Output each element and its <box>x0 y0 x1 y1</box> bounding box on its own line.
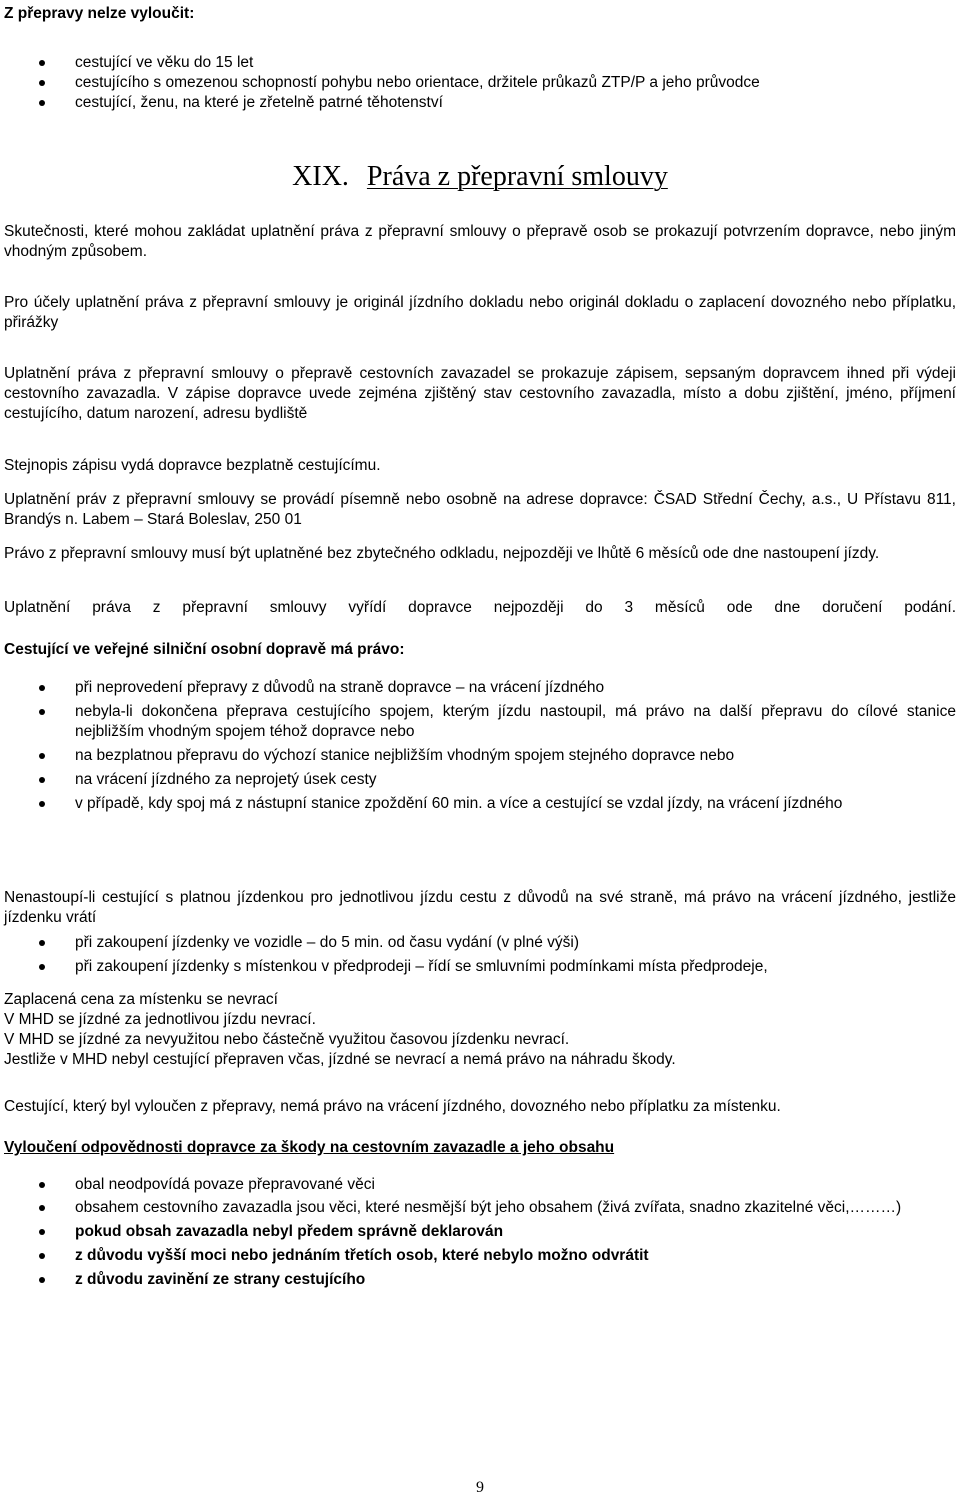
bullet-icon <box>39 60 45 66</box>
paragraph: Právo z přepravní smlouvy musí být uplatněné bez zbytečného odkladu, nejpozději ve lhůtě 6 měsíců ode dne nastoupení jízdy. <box>4 545 880 562</box>
paragraph: Cestující, který byl vyloučen z přepravy, nemá právo na vrácení jízdného, dovozného nebo příplatku za místenku. <box>4 1098 781 1115</box>
list-item: cestujícího s omezenou schopností pohybu nebo orientace, držitele průkazů ZTP/P a jeho průvodce <box>0 73 956 93</box>
bullet-icon <box>39 964 45 970</box>
bullet-icon <box>39 801 45 807</box>
note-line: V MHD se jízdné za jednotlivou jízdu nevrací. <box>4 1011 316 1028</box>
bullet-icon <box>39 940 45 946</box>
exceptions-list <box>0 53 956 113</box>
liability-list <box>0 1175 956 1290</box>
list-item: z důvodu vyšší moci nebo jednáním třetích osob, které nebylo možno odvrátit <box>0 1246 956 1266</box>
bullet-icon <box>39 1205 45 1211</box>
bullet-icon <box>39 753 45 759</box>
paragraph: Skutečnosti, které mohou zakládat uplatnění práva z přepravní smlouvy o přepravě osob se prokazují potvrzením dopravce, nebo jiným vhodným způsobem. <box>4 223 956 260</box>
bullet-icon <box>39 100 45 106</box>
list-item: při zakoupení jízdenky ve vozidle – do 5 min. od času vydání (v plné výši) <box>0 933 956 953</box>
list-item: z důvodu zavinění ze strany cestujícího <box>0 1270 956 1290</box>
chapter-title <box>0 160 960 194</box>
list-item: nebyla-li dokončena přeprava cestujícího spojem, kterým jízdu nastoupil, má právo na další přepravu do cílové stanice nejbližším vhodným spojem téhož dopravce nebo <box>0 702 956 742</box>
rights-list <box>0 678 956 814</box>
list-item: v případě, kdy spoj má z nástupní stanice zpoždění 60 min. a více a cestující se vzdal jízdy, na vrácení jízdného <box>0 794 956 814</box>
list-item: pokud obsah zavazadla nebyl předem správně deklarován <box>0 1222 956 1242</box>
bullet-icon <box>39 1229 45 1235</box>
paragraph: Pro účely uplatnění práva z přepravní smlouvy je originál jízdního dokladu nebo originál dokladu o zaplacení dovozného nebo příplatku, přirážky <box>4 294 956 331</box>
paragraph: Uplatnění práva z přepravní smlouvy o přepravě cestovních zavazadel se prokazuje zápisem, sepsaným dopravcem ihned při výdeji cestovního zavazadla. V zápise dopravce uvede zejména zjištěný stav cestovního zavazadla, místo a dobu zjištění, jméno, příjmení cestujícího, datum narození, adresu bydliště <box>4 365 956 422</box>
list-item: cestující, ženu, na které je zřetelně patrné těhotenství <box>0 93 956 113</box>
list-item: na vrácení jízdného za neprojetý úsek cesty <box>0 770 956 790</box>
list-item: obsahem cestovního zavazadla jsou věci, které nesmější být jeho obsahem (živá zvířata, snadno zkazitelné věci,………) <box>0 1198 956 1218</box>
refund-list <box>0 933 956 977</box>
list-item: obal neodpovídá povaze přepravované věci <box>0 1175 956 1195</box>
rights-heading: Cestující ve veřejné silniční osobní dopravě má právo: <box>4 641 405 658</box>
chapter-title-text: Práva z přepravní smlouvy <box>366 161 668 192</box>
page-number: 9 <box>476 1479 484 1496</box>
note-line: Zaplacená cena za místenku se nevrací <box>4 991 278 1008</box>
bullet-icon <box>39 80 45 86</box>
bullet-icon <box>39 1182 45 1188</box>
list-item: cestující ve věku do 15 let <box>0 53 956 73</box>
bullet-icon <box>39 1253 45 1259</box>
note-line: V MHD se jízdné za nevyužitou nebo částečně využitou časovou jízdenku nevrací. <box>4 1031 570 1048</box>
paragraph: Nenastoupí-li cestující s platnou jízdenkou pro jednotlivou jízdu cestu z důvodů na své straně, má právo na vrácení jízdného, jestliže jízdenku vrátí <box>4 889 956 926</box>
list-item: při neprovedení přepravy z důvodů na straně dopravce – na vrácení jízdného <box>0 678 956 698</box>
bullet-icon <box>39 1277 45 1283</box>
bullet-icon <box>39 685 45 691</box>
paragraph: Uplatnění práv z přepravní smlouvy se provádí písemně nebo osobně na adrese dopravce: ČSAD Střední Čechy, a.s., U Přístavu 811, Brandýs n. Labem – Stará Boleslav, 250 01 <box>4 491 956 528</box>
list-item: na bezplatnou přepravu do výchozí stanice nejbližším vhodným spojem stejného dopravce nebo <box>0 746 956 766</box>
exceptions-heading: Z přepravy nelze vyloučit: <box>4 5 195 22</box>
chapter-number: XIX. <box>292 161 349 192</box>
note-line: Jestliže v MHD nebyl cestující přepraven včas, jízdné se nevrací a nemá právo na náhradu škody. <box>4 1051 676 1068</box>
bullet-icon <box>39 777 45 783</box>
notes-block <box>4 990 956 1070</box>
paragraph: Uplatnění práva z přepravní smlouvy vyřídí dopravce nejpozději do 3 měsíců ode dne doručení podání. <box>4 599 956 616</box>
bullet-icon <box>39 709 45 715</box>
list-item: při zakoupení jízdenky s místenkou v předprodeji – řídí se smluvními podmínkami místa předprodeje, <box>0 957 956 977</box>
paragraph: Stejnopis zápisu vydá dopravce bezplatně cestujícímu. <box>4 457 381 474</box>
liability-heading: Vyloučení odpovědnosti dopravce za škody na cestovním zavazadle a jeho obsahu <box>4 1139 615 1156</box>
